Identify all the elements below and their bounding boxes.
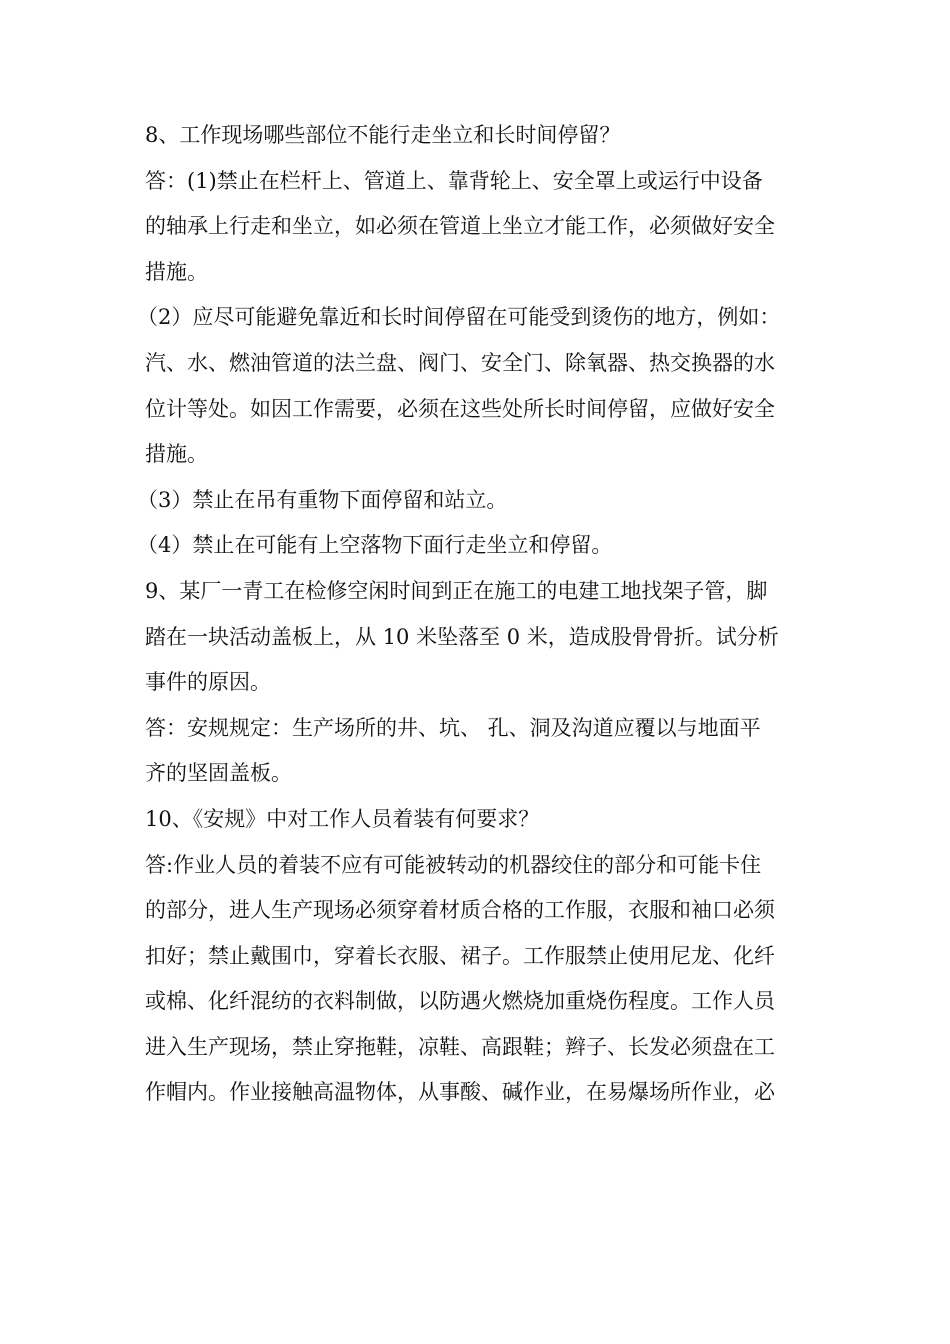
answer-10-line-2: 的部分，进人生产现场必须穿着材质合格的工作服，衣服和袖口必须 (145, 898, 775, 923)
answer-8-item-2-line-3: 位计等处。如因工作需要，必须在这些处所长时间停留，应做好安全 (145, 396, 775, 421)
answer-9-line-1: 答：安规规定：生产场所的井、坑、 孔、洞及沟道应覆以与地面平 (145, 715, 761, 740)
answer-10-line-1: 答:作业人员的着装不应有可能被转动的机器绞住的部分和可能卡住 (145, 852, 762, 877)
answer-8-item-2-line-2: 汽、水、燃油管道的法兰盘、阀门、安全门、除氧器、热交换器的水 (145, 350, 775, 375)
answer-8-item-3: （3）禁止在吊有重物下面停留和站立。 (137, 487, 508, 512)
document-body (137, 113, 810, 1116)
question-9-line-1: 9、某厂一青工在检修空闲时间到正在施工的电建工地找架子管，脚 (145, 578, 768, 603)
answer-8-item-2-line-4: 措施。 (145, 442, 208, 467)
question-10-title: 10、《安规》中对工作人员着装有何要求？ (145, 806, 540, 831)
answer-8-item-4: （4）禁止在可能有上空落物下面行走坐立和停留。 (137, 533, 613, 558)
answer-10-line-3: 扣好；禁止戴围巾，穿着长衣服、裙子。工作服禁止使用尼龙、化纤 (145, 943, 775, 968)
answer-8-item-2-line-1: （2）应尽可能避免靠近和长时间停留在可能受到烫伤的地方，例如： (137, 305, 781, 330)
answer-8-line-1: 答：(1)禁止在栏杆上、管道上、靠背轮上、安全罩上或运行中设备 (145, 168, 763, 193)
answer-8-line-2: 的轴承上行走和坐立，如必须在管道上坐立才能工作，必须做好安全 (145, 214, 775, 239)
answer-9-line-2: 齐的坚固盖板。 (145, 761, 292, 786)
question-9-line-3: 事件的原因。 (145, 670, 271, 695)
answer-8-line-3: 措施。 (145, 259, 208, 284)
answer-10-line-6: 作帽内。作业接触高温物体，从事酸、碱作业，在易爆场所作业，必 (145, 1080, 775, 1105)
answer-10-line-5: 进入生产现场，禁止穿拖鞋，凉鞋、高跟鞋；辫子、长发必须盘在工 (145, 1034, 775, 1059)
answer-10-line-4: 或棉、化纤混纺的衣料制做，以防遇火燃烧加重烧伤程度。工作人员 (145, 989, 775, 1014)
question-8-title: 8、工作现场哪些部位不能行走坐立和长时间停留？ (145, 123, 621, 147)
question-9-line-2: 踏在一块活动盖板上，从 10 米坠落至 0 米，造成股骨骨折。试分析 (145, 624, 779, 649)
